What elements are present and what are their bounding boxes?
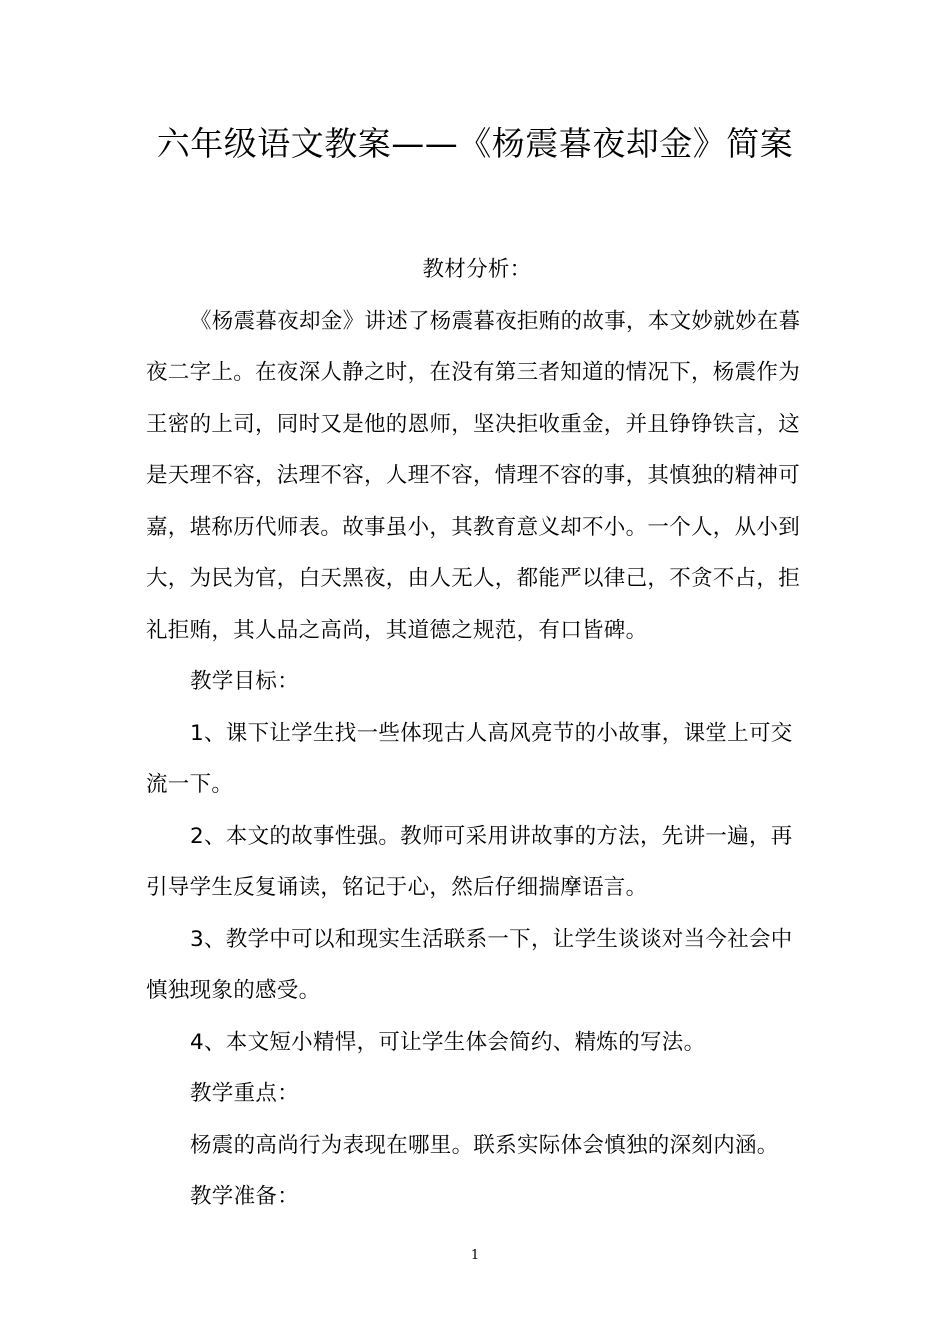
section-heading-analysis: 教材分析： <box>422 257 532 282</box>
section-heading-preparation: 教学准备： <box>190 1184 300 1209</box>
page-number: 1 <box>470 1248 480 1263</box>
goal-item-4: 4、本文短小精悍，可让学生体会简约、精炼的写法。 <box>190 1029 706 1055</box>
document-body <box>146 244 808 1223</box>
goal-item-3: 3、教学中可以和现实生活联系一下，让学生谈谈对当今社会中慎独现象的感受。 <box>146 926 793 1003</box>
document-title: 六年级语文教案——《杨震暮夜却金》简案 <box>156 124 794 163</box>
goal-item-2: 2、本文的故事性强。教师可采用讲故事的方法，先讲一遍，再引导学生反复诵读，铭记于心，然后仔细揣摩语言。 <box>146 823 793 900</box>
section-heading-goals: 教学目标： <box>190 669 300 694</box>
goal-item-1: 1、课下让学生找一些体现古人高风亮节的小故事，课堂上可交流一下。 <box>146 720 793 797</box>
analysis-paragraph: 《杨震暮夜却金》讲述了杨震暮夜拒贿的故事，本文妙就妙在暮夜二字上。在夜深人静之时，在没有第三者知道的情况下，杨震作为王密的上司，同时又是他的恩师，坚决拒收重金，并且铮铮铁言，这是天理不容，法理不容，人理不容，情理不容的事，其慎独的精神可嘉，堪称历代师表。故事虽小，其教育意义却不小。一个人，从小到大，为民为官，白天黑夜，由人无人，都能严以律己，不贪不占，拒礼拒贿，其人品之高尚，其道德之规范，有口皆碑。 <box>146 308 801 643</box>
section-heading-key-points: 教学重点： <box>190 1081 300 1106</box>
key-points-paragraph: 杨震的高尚行为表现在哪里。联系实际体会慎独的深刻内涵。 <box>190 1132 779 1158</box>
